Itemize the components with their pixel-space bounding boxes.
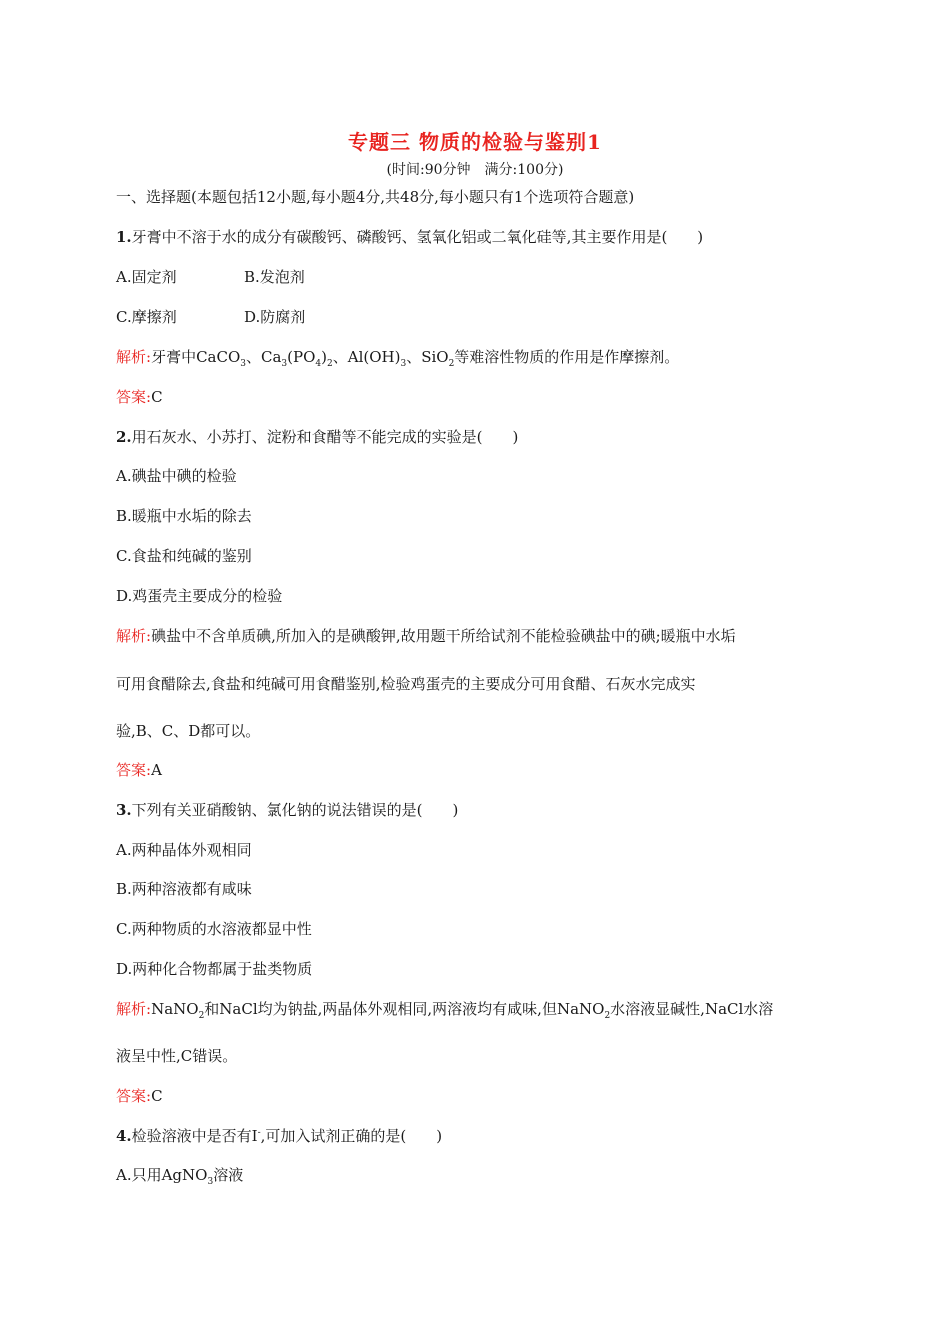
section-header: 一、选择题(本题包括12小题,每小题4分,共48分,每小题只有1个选项符合题意) [116,188,635,206]
question-3-option-d: D.两种化合物都属于盐类物质 [116,960,313,978]
analysis-text: 水溶液显碱性,NaCl水溶 [610,1000,774,1018]
analysis-text: 等难溶性物质的作用是作摩擦剂。 [454,348,680,366]
answer-label: 答案: [116,761,152,779]
question-2-text: 用石灰水、小苏打、淀粉和食醋等不能完成的实验是( ) [131,428,519,446]
answer-label: 答案: [116,388,152,406]
subscript: 2 [327,359,333,369]
answer-value: C [151,388,163,406]
analysis-text: 牙膏中CaCO [151,348,241,366]
option-text: A.只用AgNO [116,1166,208,1184]
question-1-options-row-1 [116,266,836,288]
question-2-option-c: C.食盐和纯碱的鉴别 [116,547,252,565]
question-3-option-b: B.两种溶液都有咸味 [116,880,252,898]
analysis-text: ) [321,348,327,366]
question-4-stem [116,1125,836,1147]
question-2-option-d: D.鸡蛋壳主要成分的检验 [116,587,283,605]
question-3-analysis-line-2: 液呈中性,C错误。 [116,1047,238,1065]
question-1-answer [116,386,836,408]
question-4-option-a [116,1164,836,1186]
analysis-text: 和NaCl均为钠盐,两晶体外观相同,两溶液均有咸味,但NaNO [204,1000,605,1018]
answer-value: A [151,761,162,779]
question-1-option-a: A.固定剂 [116,268,177,286]
question-3-text: 下列有关亚硝酸钠、氯化钠的说法错误的是( ) [131,801,459,819]
question-2-analysis-line-1 [116,625,836,647]
page-subtitle: (时间:90分钟 满分:100分) [386,162,564,178]
subscript: 3 [281,359,288,369]
question-1-stem [116,226,836,248]
subscript: 3 [207,1177,214,1187]
question-2-answer [116,759,836,781]
question-1-option-c: C.摩擦剂 [116,308,177,326]
question-1-options-row-2 [116,306,836,328]
page-title: 专题三 物质的检验与鉴别1 [348,130,602,154]
question-4-text: 检验溶液中是否有I [131,1127,258,1145]
analysis-text: (PO [287,348,316,366]
question-2-analysis-line-2: 可用食醋除去,食盐和纯碱可用食醋鉴别,检验鸡蛋壳的主要成分可用食醋、石灰水完成实 [116,675,696,693]
question-1-option-b: B.发泡剂 [244,268,305,286]
analysis-text: 、Al(OH) [332,348,401,366]
answer-label: 答案: [116,1087,152,1105]
question-1-number: 1. [116,228,132,246]
subscript: 2 [604,1011,611,1021]
question-2-analysis-line-3: 验,B、C、D都可以。 [116,722,261,740]
question-2-stem [116,426,836,448]
analysis-label: 解析: [116,627,152,645]
option-text: 溶液 [213,1166,244,1184]
question-3-option-a: A.两种晶体外观相同 [116,841,252,859]
analysis-text: 碘盐中不含单质碘,所加入的是碘酸钾,故用题干所给试剂不能检验碘盐中的碘;暖瓶中水垢 [151,627,736,645]
question-1-option-d: D.防腐剂 [244,308,306,326]
superscript: - [257,1128,261,1138]
analysis-text: 、Ca [246,348,282,366]
subscript: 3 [240,359,246,369]
question-2-option-b: B.暖瓶中水垢的除去 [116,507,252,525]
subscript: 3 [400,359,407,369]
subscript: 2 [448,359,455,369]
analysis-label: 解析: [116,1000,152,1018]
subscript: 4 [315,359,322,369]
analysis-text: NaNO [151,1000,199,1018]
question-3-option-c: C.两种物质的水溶液都显中性 [116,920,312,938]
question-4-number: 4. [116,1127,132,1145]
subscript: 2 [198,1011,205,1021]
question-1-analysis [116,346,836,368]
analysis-label: 解析: [116,348,152,366]
question-2-option-a: A.碘盐中碘的检验 [116,467,237,485]
answer-value: C [151,1087,163,1105]
question-3-analysis-line-1 [116,998,836,1020]
question-4-text: ,可加入试剂正确的是( ) [260,1127,443,1145]
analysis-text: 、SiO [406,348,449,366]
question-2-number: 2. [116,428,132,446]
question-3-answer [116,1085,836,1107]
question-3-stem [116,799,836,821]
question-1-text: 牙膏中不溶于水的成分有碳酸钙、磷酸钙、氢氧化铝或二氧化硅等,其主要作用是( ) [131,228,704,246]
question-3-number: 3. [116,801,132,819]
